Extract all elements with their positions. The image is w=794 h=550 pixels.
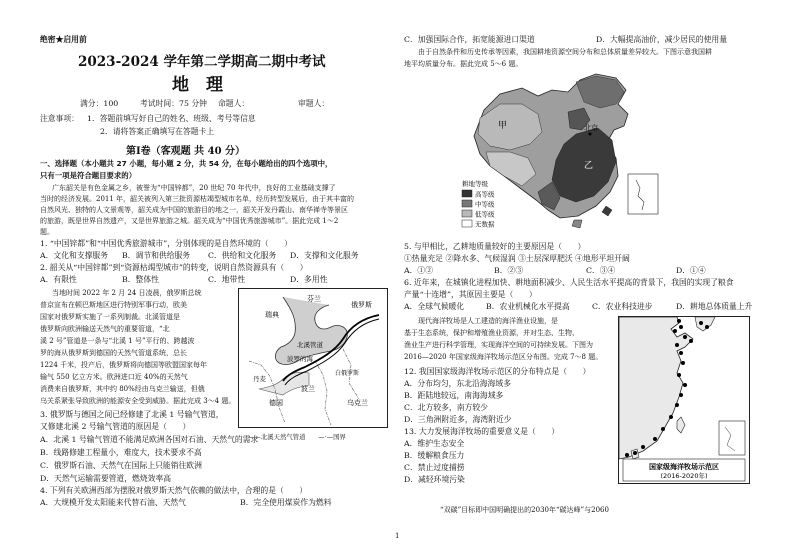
q1-option-a[interactable]: A．文化和支撑服务 <box>40 251 109 260</box>
passage-1-line: 的旅游，既是世界自然遗产，又是世界旅游之城。韶关成为“中国优秀旅游城市”。据此完成 1～2 <box>40 217 339 225</box>
legend-swatch <box>462 220 472 227</box>
q5-option-d[interactable]: D．①④ <box>676 266 706 275</box>
q8-stem: 13. 大力发展海洋牧场的重要意义是（ ） <box>404 427 560 436</box>
china-map-figure <box>456 70 670 235</box>
q8-option-a[interactable]: A．维护生态安全 <box>404 439 465 448</box>
q1-stem: 1. “中国锌都”和“中国优秀旅游城市”，分别体现的是自然环境的（ ） <box>40 239 292 248</box>
q7-stem: 12. 我国国家级海洋牧场示范区的分布特点是（ ） <box>404 367 591 376</box>
q5-option-a[interactable]: A．①② <box>404 266 434 275</box>
q7-option-a[interactable]: A．分布均匀，东北沿海海域多 <box>404 379 511 388</box>
passage-2-line: 当地时间 2022 年 2 月 24 日凌晨，俄罗斯总统 <box>52 289 202 297</box>
baltic-map-figure <box>239 289 387 427</box>
farmland-legend <box>462 190 495 229</box>
q1-option-d[interactable]: D．支撑和文化服务 <box>290 251 359 260</box>
legend-label: 中等级 <box>475 200 495 209</box>
q6-option-d[interactable]: D．耕地总体质量上升 <box>676 302 753 311</box>
q1-option-c[interactable]: C．供给和文化服务 <box>208 251 277 260</box>
q6-option-c[interactable]: C．农业科技进步 <box>592 302 653 311</box>
passage-4-line: 2016—2020 年国家级海洋牧场示范区分布图。完成 7～8 题。 <box>404 353 603 361</box>
passage-2-line: 罗的海从俄罗斯到德国的天然气管道系统，总长 <box>40 349 187 357</box>
q6-option-b[interactable]: B．农业机械化水平提高 <box>486 302 570 311</box>
q4-option-b[interactable]: B．完全使用煤炭作为燃料 <box>240 498 332 507</box>
legend-title: 耕地等级 <box>462 180 488 188</box>
baltic-pipeline-map <box>238 288 388 428</box>
q4-option-c[interactable]: C．加强国际合作，拓宽能源进口渠道 <box>404 35 535 44</box>
exam-title: 2023-2024 学年第二学期高二期中考试 <box>78 54 326 70</box>
map-label-baltic-sea: 波罗的海 <box>287 355 313 363</box>
q8-option-d[interactable]: D．减轻环境污染 <box>404 475 465 484</box>
q6-option-a[interactable]: A．全球气候暖化 <box>404 302 465 311</box>
legend-swatch <box>462 190 472 197</box>
score-info: 满分：100 <box>80 99 119 108</box>
map-label-ukraine: 乌克兰 <box>347 399 368 407</box>
passage-1-line: 当时的经济发展。2011 年，韶关被列入第三批资源枯竭型城市名单，经历转型发展后，由于其丰富的 <box>40 195 355 203</box>
passage-2-line: 输气 550 亿立方米。欧洲进口近 40%的天然气 <box>40 373 188 381</box>
notes-label: 注意事项： <box>40 114 79 123</box>
map-label-jia: 甲 <box>498 121 508 131</box>
legend-label: 无数据 <box>475 220 495 229</box>
passage-2-line: 国家对俄罗斯实施了一系列制裁。北溪管道是 <box>40 313 180 321</box>
passage-3-line: 地平均质量分布。据此完成 5～6 题。 <box>404 60 523 68</box>
passage-1-line: 题。 <box>40 228 54 236</box>
q5-option-b[interactable]: B．②③ <box>494 266 524 275</box>
section-instruction-1: 一、选择题（本小题共 27 小题，每小题 2 分，共 54 分，在每小题给出的四个选项中， <box>40 159 333 168</box>
q2-stem: 2. 韶关从“中国锌都”到“资源枯竭型城市”的转变，说明自然资源具有（ ） <box>40 263 308 272</box>
q2-option-d[interactable]: D．多用性 <box>290 275 328 284</box>
note-1: 1．答题前填写好自己的姓名、班级、考号等信息 <box>87 114 256 123</box>
secret-label: 绝密★启用前 <box>40 35 87 44</box>
q3-stem-1: 3. 俄罗斯与德国之间已经修建了北溪 1 号输气管道， <box>40 410 224 419</box>
q5-option-c[interactable]: C．③④ <box>586 266 616 275</box>
map-label-denmark: 丹麦 <box>253 375 266 383</box>
map-label-belarus: 白俄罗斯 <box>335 370 360 377</box>
legend-label: 高等级 <box>475 190 495 199</box>
footer-tail-text: “双碳”目标即中国明确提出的2030年“碳达峰”与2060 <box>440 506 609 514</box>
q4-stem: 4. 下列有关欧洲西部为摆脱对俄罗斯天然气依赖的做法中，合理的是（ ） <box>40 486 308 495</box>
q4-option-d[interactable]: D．大幅提高油价，减少居民的使用量 <box>596 35 727 44</box>
map-label-yi: 乙 <box>584 161 594 171</box>
passage-4-line: 现代海洋牧场是人工建造的海洋渔业设施，是 <box>418 317 558 325</box>
section-title: 第Ⅰ卷（客观题 共 40 分） <box>126 146 246 157</box>
q8-option-b[interactable]: B．缓解粮食压力 <box>404 451 465 460</box>
marine-map-years: (2016-2020年) <box>660 472 708 480</box>
passage-3-line: 由于自然条件和历史传承等因素，我国耕地资源空间分布和总体质量差异较大。下图示意我国耕 <box>418 48 712 56</box>
q2-option-a[interactable]: A．有限性 <box>40 275 77 284</box>
passage-2-line: 乌关系紧张导致欧洲的能源安全受到威胁。据此完成 3～4 题。 <box>40 397 236 405</box>
map-label-finland: 芬兰 <box>307 295 321 303</box>
map1-legend: ——北溪天然气管道 —·—国界 <box>248 433 346 441</box>
passage-4-line: 渔业生产进行科学管理，实现海洋空间的可持续发展。下图为 <box>404 341 593 349</box>
map-label-germany: 德国 <box>269 399 283 407</box>
passage-2-line: 溪 2 号”管道是一条与“北溪 1 号”平行的、跨越波 <box>40 337 195 345</box>
q7-option-d[interactable]: D．三角洲附近多，海湾附近少 <box>404 415 512 424</box>
q6-stem-2: 产量“十连增”，其原因主要是（ ） <box>404 290 537 299</box>
passage-4-line: 基于生态系统，保护和增殖渔业资源，并对生态、生物、 <box>404 329 579 337</box>
passage-2-line: 普京宣布在顿巴斯地区进行特别军事行动，欧美 <box>40 301 187 309</box>
passage-2-line: 消费来自俄罗斯，其中约 80%经由乌克兰输送，但俄 <box>40 385 205 393</box>
china-farmland-map <box>456 70 670 235</box>
q1-option-b[interactable]: B．调节和供给服务 <box>122 251 191 260</box>
q4-option-a[interactable]: A．大规模开发太阳能来代替石油、天然气 <box>40 498 186 507</box>
q3-stem-2: 又修建北溪 2 号输气管道的原因是（ ） <box>40 422 191 431</box>
q3-option-a[interactable]: A．北溪 1 号输气管道不能满足欧洲各国对石油、天然气的需求 <box>40 435 259 444</box>
map-label-russia: 俄罗斯 <box>351 301 372 309</box>
q3-option-d[interactable]: D．天然气运输需要管道，燃烧效率高 <box>40 474 171 483</box>
reviewer-info: 审题人： <box>298 99 330 108</box>
q5-items: ①热量充足 ②降水多、气候湿润 ③土层深厚肥沃 ④地形平坦开阔 <box>404 254 630 263</box>
q7-option-c[interactable]: C．北方较多，南方较少 <box>404 403 488 412</box>
q6-stem-1: 6. 近年来，在城镇化进程加快、耕地面积减少、人民生活水平提高的背景下，我国的实现了粮食 <box>404 278 734 287</box>
setter-info: 命题人： <box>218 99 250 108</box>
passage-1-line: 自然风光、独特的人文景观等，韶关成为中国的旅游目的地之一，韶关开发丹霞山、南华禅寺等景区 <box>40 206 348 214</box>
subject-title: 地 理 <box>172 75 223 95</box>
marine-ranch-map <box>618 316 750 484</box>
passage-1-line: 广东韶关是有色金属之乡，被誉为“中国锌都”，20 世纪 70 年代中，良好的工业基础支撑了 <box>52 184 336 192</box>
marine-map-figure <box>619 317 749 483</box>
q2-option-b[interactable]: B．整体性 <box>122 275 159 284</box>
q5-stem: 5. 与甲相比，乙耕地质量较好的主要原因是（ ） <box>404 242 586 251</box>
map-label-pipeline: 北溪管道 <box>297 341 323 349</box>
marine-map-caption: 国家级海洋牧场示范区 <box>649 463 719 471</box>
page-number: 1 <box>395 532 400 540</box>
legend-label: 低等级 <box>475 210 495 219</box>
q2-option-c[interactable]: C．地带性 <box>208 275 246 284</box>
legend-swatch <box>462 200 472 207</box>
passage-2-line: 俄罗斯向欧洲输送天然气的重要管道，“北 <box>40 325 170 333</box>
map-label-poland: 波兰 <box>301 385 315 393</box>
q7-option-b[interactable]: B．距陆地较远，南海海域多 <box>404 391 504 400</box>
time-info: 考试时间：75 分钟 <box>140 99 207 108</box>
passage-2-line: 1224 千米，投产后，俄罗斯将向德国等欧盟国家每年 <box>40 361 208 369</box>
q3-option-c[interactable]: C．俄罗斯石油、天然气在国际上只能销往欧洲 <box>40 461 202 470</box>
section-instruction-2: 只有一项是符合题目要求的） <box>40 171 137 180</box>
note-2: 2．请将答案正确填写在答题卡上 <box>100 127 215 136</box>
legend-swatch <box>462 210 472 217</box>
q8-option-c[interactable]: C．禁止过度捕捞 <box>404 463 465 472</box>
map-label-sweden: 瑞典 <box>265 311 279 319</box>
q3-option-b[interactable]: B．线路修建工程量小，难度大，技术要求不高 <box>40 448 202 457</box>
map-label-beijing: 北京 <box>584 124 598 132</box>
